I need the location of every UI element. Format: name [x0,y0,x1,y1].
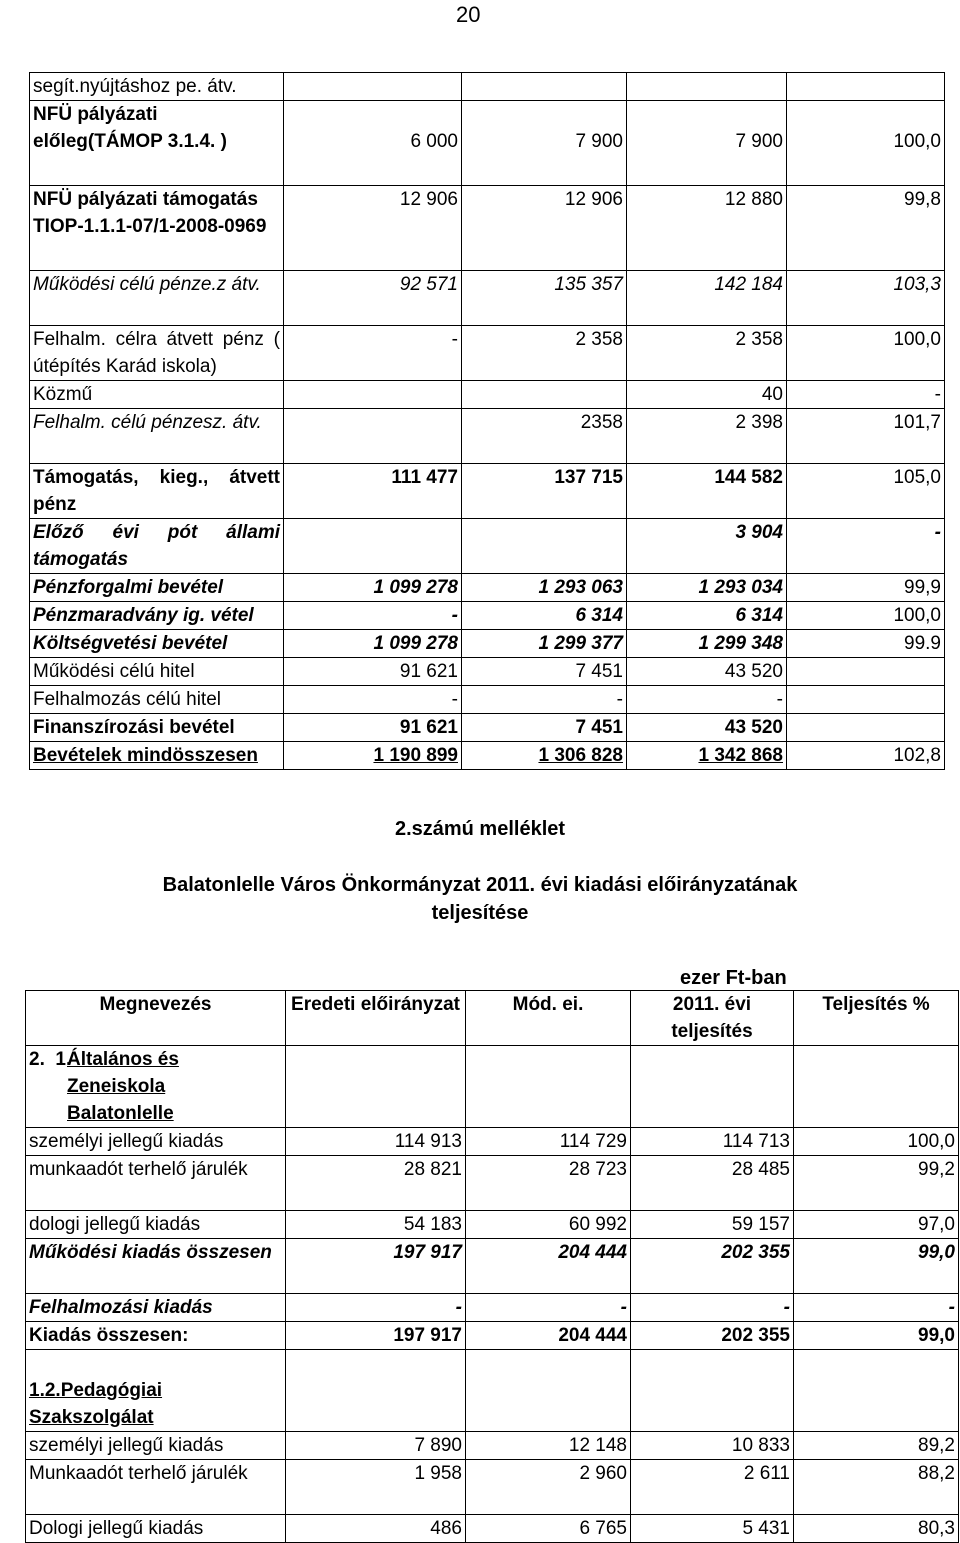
value-col-2: 137 715 [462,464,627,519]
value-col-1: 54 183 [286,1211,466,1239]
expense-row [26,1515,959,1543]
value-col-3: 2 358 [627,326,787,381]
value-col-2: - [462,686,627,714]
value-col-1: 1 958 [286,1460,466,1515]
row-label: Munkaadót terhelő járulék [26,1460,286,1515]
value-col-3 [627,73,787,101]
row-label: Felhalm. célra átvett pénz ( útépítés Karád iskola) [30,326,284,381]
value-col-4: 103,3 [787,271,945,326]
value-col-3: 12 880 [627,186,787,271]
value-col-3: 144 582 [627,464,787,519]
value-col-3: 142 184 [627,271,787,326]
value-col-3: 1 299 348 [627,630,787,658]
unit-note: ezer Ft-ban [680,967,787,989]
value-col-4: - [787,519,945,574]
value-col-2: 60 992 [466,1211,631,1239]
value-col-2 [462,73,627,101]
row-label: dologi jellegű kiadás [26,1211,286,1239]
value-col-3: 10 833 [631,1432,794,1460]
value-col-3: 59 157 [631,1211,794,1239]
section-title: 1.2.Pedagógiai Szakszolgálat [26,1350,286,1432]
revenue-row [30,464,945,519]
row-label: Működési célú pénze.z átv. [30,271,284,326]
row-label: Előző évi pót állami támogatás [30,519,284,574]
value-col-3: 1 342 868 [627,742,787,770]
value-col-3: 3 904 [627,519,787,574]
value-col-3: 202 355 [631,1239,794,1294]
value-col-4: 99,8 [787,186,945,271]
expense-row [26,1128,959,1156]
revenue-row [30,326,945,381]
revenue-row [30,714,945,742]
revenue-row [30,574,945,602]
value-col-4: 99,2 [794,1156,959,1211]
revenue-row [30,686,945,714]
value-col-4: 101,7 [787,409,945,464]
row-label: Támogatás, kieg., átvett pénz [30,464,284,519]
value-col-1: - [286,1294,466,1322]
header-original: Eredeti előirányzat [286,991,466,1046]
value-col-1: 114 913 [286,1128,466,1156]
main-title-line2: teljesítése [431,902,529,924]
value-col-1 [284,73,462,101]
empty-cell [631,1350,794,1432]
revenue-row [30,271,945,326]
row-label: Felhalmozás célú hitel [30,686,284,714]
revenue-row [30,630,945,658]
row-label: Bevételek mindösszesen [30,742,284,770]
expense-row [26,1294,959,1322]
empty-cell [286,1350,466,1432]
expense-row [26,1156,959,1211]
row-label: Felhalm. célú pénzesz. átv. [30,409,284,464]
row-label: NFÜ pályázati támogatás TIOP-1.1.1-07/1-2008-0969 [30,186,284,271]
empty-cell [794,1350,959,1432]
value-col-3: - [627,686,787,714]
row-label: Közmű [30,381,284,409]
empty-cell [631,1046,794,1128]
value-col-2: 135 357 [462,271,627,326]
row-label: Felhalmozási kiadás [26,1294,286,1322]
value-col-1: 1 190 899 [284,742,462,770]
revenue-row [30,602,945,630]
revenue-row [30,73,945,101]
expenditure-table [25,990,959,1543]
value-col-1: 6 000 [284,101,462,186]
value-col-1: 111 477 [284,464,462,519]
header-actual: 2011. évi teljesítés [631,991,794,1046]
value-col-4: 88,2 [794,1460,959,1515]
value-col-2: 2 358 [462,326,627,381]
value-col-2: 7 451 [462,714,627,742]
value-col-4: 100,0 [787,101,945,186]
value-col-2: 2358 [462,409,627,464]
value-col-3: 7 900 [627,101,787,186]
revenue-table [29,72,945,770]
revenue-row [30,409,945,464]
expense-row [26,1211,959,1239]
main-title-line1: Balatonlelle Város Önkormányzat 2011. évi kiadási előirányzatának [162,874,798,896]
value-col-4: 100,0 [787,602,945,630]
value-col-4: 99,0 [794,1322,959,1350]
value-col-2: 12 148 [466,1432,631,1460]
value-col-4: - [794,1294,959,1322]
value-col-2: 204 444 [466,1322,631,1350]
value-col-2: 6 765 [466,1515,631,1543]
value-col-2: 12 906 [462,186,627,271]
row-label: NFÜ pályázati előleg(TÁMOP 3.1.4. ) [30,101,284,186]
section-row [26,1046,959,1128]
value-col-3: 1 293 034 [627,574,787,602]
value-col-3: 43 520 [627,658,787,686]
value-col-1: 486 [286,1515,466,1543]
empty-cell [466,1350,631,1432]
page-number: 20 [456,2,481,27]
value-col-3: 43 520 [627,714,787,742]
row-label: Kiadás összesen: [26,1322,286,1350]
header-percent: Teljesítés % [794,991,959,1046]
header-modified: Mód. ei. [466,991,631,1046]
row-label: személyi jellegű kiadás [26,1432,286,1460]
value-col-2 [462,381,627,409]
expense-row [26,1432,959,1460]
value-col-1: 91 621 [284,658,462,686]
value-col-4 [787,686,945,714]
value-col-4: 105,0 [787,464,945,519]
empty-cell [794,1046,959,1128]
value-col-4: 102,8 [787,742,945,770]
value-col-1 [284,381,462,409]
value-col-1: 7 890 [286,1432,466,1460]
value-col-4: 80,3 [794,1515,959,1543]
value-col-3: 2 611 [631,1460,794,1515]
revenue-row [30,101,945,186]
row-label: munkaadót terhelő járulék [26,1156,286,1211]
value-col-4 [787,658,945,686]
revenue-row [30,519,945,574]
section-title: 2. 1. Általános és Zeneiskola Balatonlelle [26,1046,286,1128]
value-col-2: 1 299 377 [462,630,627,658]
row-label: Pénzforgalmi bevétel [30,574,284,602]
value-col-1: - [284,686,462,714]
header-name: Megnevezés [26,991,286,1046]
section-row [26,1350,959,1432]
value-col-1: 92 571 [284,271,462,326]
expense-row [26,1322,959,1350]
annex-title: 2.számú melléklet [394,818,566,840]
value-col-2: 7 900 [462,101,627,186]
value-col-2 [462,519,627,574]
row-label: Költségvetési bevétel [30,630,284,658]
value-col-2: - [466,1294,631,1322]
value-col-4: 100,0 [787,326,945,381]
header-row [26,991,959,1046]
row-label: Működési célú hitel [30,658,284,686]
row-label: Finanszírozási bevétel [30,714,284,742]
value-col-2: 114 729 [466,1128,631,1156]
value-col-1: 197 917 [286,1322,466,1350]
value-col-3: 202 355 [631,1322,794,1350]
value-col-4 [787,714,945,742]
value-col-4 [787,73,945,101]
revenue-row [30,658,945,686]
value-col-1: 91 621 [284,714,462,742]
value-col-1: 1 099 278 [284,574,462,602]
value-col-2: 6 314 [462,602,627,630]
value-col-1: 28 821 [286,1156,466,1211]
value-col-4: 99,0 [794,1239,959,1294]
value-col-4: 97,0 [794,1211,959,1239]
value-col-3: 2 398 [627,409,787,464]
value-col-1: - [284,326,462,381]
value-col-4: - [787,381,945,409]
empty-cell [286,1046,466,1128]
value-col-1 [284,519,462,574]
revenue-row [30,381,945,409]
value-col-3: 28 485 [631,1156,794,1211]
value-col-3: 114 713 [631,1128,794,1156]
empty-cell [466,1046,631,1128]
value-col-1: 12 906 [284,186,462,271]
value-col-2: 2 960 [466,1460,631,1515]
value-col-4: 89,2 [794,1432,959,1460]
value-col-4: 99.9 [787,630,945,658]
value-col-1: 197 917 [286,1239,466,1294]
value-col-4: 99,9 [787,574,945,602]
row-label: személyi jellegű kiadás [26,1128,286,1156]
value-col-3: - [631,1294,794,1322]
expense-row [26,1460,959,1515]
value-col-3: 6 314 [627,602,787,630]
value-col-2: 1 306 828 [462,742,627,770]
revenue-row [30,186,945,271]
value-col-3: 40 [627,381,787,409]
value-col-2: 7 451 [462,658,627,686]
row-label: Pénzmaradvány ig. vétel [30,602,284,630]
row-label: segít.nyújtáshoz pe. átv. [30,73,284,101]
value-col-4: 100,0 [794,1128,959,1156]
row-label: Dologi jellegű kiadás [26,1515,286,1543]
value-col-2: 28 723 [466,1156,631,1211]
value-col-1 [284,409,462,464]
row-label: Működési kiadás összesen [26,1239,286,1294]
revenue-row [30,742,945,770]
value-col-3: 5 431 [631,1515,794,1543]
value-col-2: 1 293 063 [462,574,627,602]
expense-row [26,1239,959,1294]
value-col-1: - [284,602,462,630]
value-col-1: 1 099 278 [284,630,462,658]
value-col-2: 204 444 [466,1239,631,1294]
